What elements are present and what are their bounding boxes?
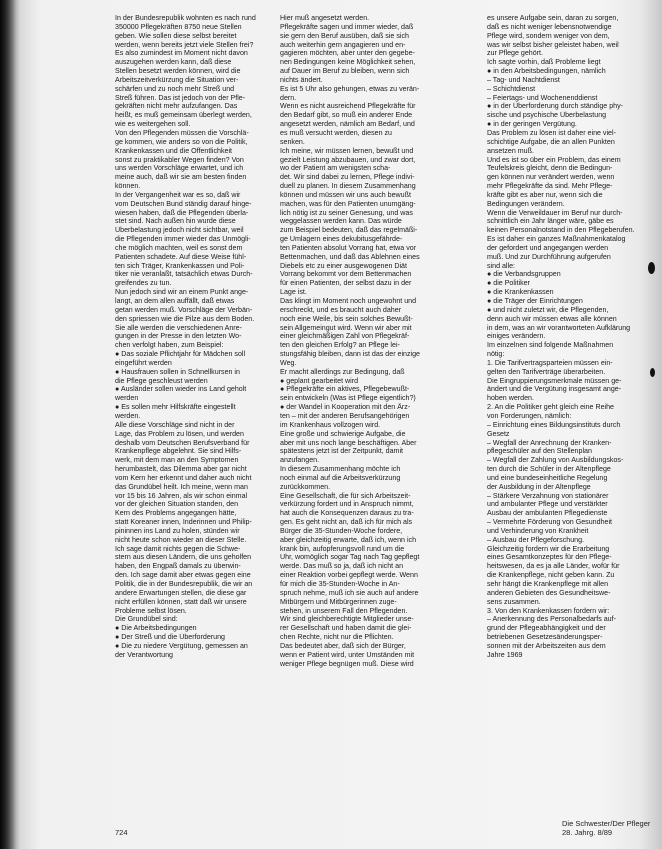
text-line: Weg. [280, 358, 297, 367]
text-line: sehr hängt die Krankenpflege mit allen [487, 580, 609, 588]
text-line: im Krankenhaus vollzogen wird. [280, 420, 381, 429]
text-line: sische und psychische Überbelastung [487, 111, 607, 120]
text-column-left [115, 14, 263, 846]
text-line: Krankenpflege abgelehnt. Sie sind Hilfs- [115, 447, 242, 456]
text-line: ● Hausfrauen sollen in Schnellkursen in [115, 367, 240, 376]
text-line: weggelassen werden kann. Das würde [280, 217, 402, 226]
text-line: weniger Pflege begnügen muß. Diese wird [280, 659, 414, 668]
text-line: und eine bundeseinheitliche Regelung [487, 473, 608, 482]
text-line: Überbelastung jedoch nicht sichtbar, weil [115, 226, 244, 235]
text-line: Arbeitszeitverkürzung die Situation ver- [115, 75, 239, 84]
text-line: sens zusammen. [487, 597, 541, 606]
text-line: hoben werden. [487, 394, 534, 403]
text-line: wie es weitergehen soll. [115, 120, 191, 129]
text-line: ten den gleichen Erfolg? an Pflege lei- [280, 341, 400, 350]
book-gutter-shadow [0, 0, 16, 849]
text-line: den Bedarf gibt, so muß ein anderer Ende [280, 111, 413, 120]
text-line: gen können nur verändert werden, wenn [487, 173, 615, 182]
text-line: der gefordert und angegangen werden [487, 243, 609, 252]
text-line: duell zu planen. In diesem Zusammenhang [280, 182, 416, 191]
text-line: nen Bedingungen keine Möglichkeit sehen, [280, 58, 416, 67]
text-line: Und es ist so über ein Problem, das einem [487, 155, 621, 164]
text-line: gelten den Tarifverträge überarbeiten. [487, 367, 606, 376]
text-line: ● Pflegekräfte ein aktives, Pflegebewußt- [280, 385, 410, 394]
text-line: Gesetz [487, 429, 510, 438]
text-line: ● geplant gearbeitet wird [280, 376, 359, 385]
text-line: Diebels etc zu einer ausgewogenen Diät [280, 261, 407, 270]
text-line: ● der Wandel in Kooperation mit den Ärz- [280, 403, 411, 412]
text-line: ten Patienten absolut Vorrang hat, etwa vor [280, 243, 417, 252]
text-line: ● die Politiker [487, 279, 530, 288]
text-line: – Feiertags- und Wochenenddienst [487, 93, 598, 102]
text-line: ● in der geringen Vergütung. [487, 120, 577, 129]
text-column-middle [280, 14, 471, 819]
text-line: nötig: [487, 350, 505, 359]
text-line: In der Vergangenheit war es so, daß wir [115, 190, 241, 199]
text-line: einiges verändern. [487, 332, 546, 341]
text-line: Pflege wird, sondern weniger von dem, [487, 31, 610, 40]
text-line: den. Ich sage damit aber etwas gegen eine [115, 571, 251, 580]
text-line: ten durch die Schüler in der Altenpflege [487, 465, 611, 474]
text-line: nichts ändert. [280, 75, 323, 84]
text-line: wiesen haben, daß die Pflegenden überla- [115, 208, 249, 217]
text-line: Von den Pflegenden müssen die Vorschlä- [115, 128, 249, 137]
text-line: Gleichzeitig fordern wir die Erarbeitung [487, 544, 610, 553]
text-line: – Vermehrte Förderung von Gesundheit [487, 518, 613, 527]
text-line: Wenn die Verweildauer im Beruf nur durch- [487, 208, 623, 217]
text-line: ge Umlagern eines dekubitusgefährde- [280, 235, 403, 244]
text-line: schichtige Aufgabe, die an allen Punkten [487, 137, 615, 146]
text-line: gekräften nicht mehr aufzufangen. Das [115, 102, 238, 111]
text-line: anderen Gebieten des Gesundheitswe- [487, 588, 611, 597]
text-line: nicht erfüllen können, statt daß wir unsere [115, 597, 247, 606]
text-line: pininnen ins Land zu holen, stünden wir [115, 526, 240, 535]
text-line: werden, wenn bereits jetzt viele Stellen frei? [115, 40, 254, 49]
text-line: – Wegfall der Anrechnung der Kranken- [487, 438, 612, 447]
text-line: stehen, in unserem Fall den Pflegenden. [280, 606, 408, 615]
ink-speck [648, 262, 655, 274]
text-line: mehr Pflegekräfte da sind. Mehr Pflege- [487, 182, 613, 191]
text-line: Eine Gesellschaft, die für sich Arbeitszeit- [280, 491, 411, 500]
text-line: schärfen und zu noch mehr Streß und [115, 84, 235, 93]
text-line: gezielt Leistung abzubauen, und zwar dort, [280, 155, 416, 164]
text-line: ● die Träger der Einrichtungen [487, 297, 583, 305]
text-line: Bedingungen verändern. [487, 199, 565, 208]
text-line: herumbastelt, das Dilemma aber gar nicht [115, 465, 247, 474]
text-line: Ich meine, wir müssen lernen, bewußt und [280, 146, 414, 155]
text-line: zurückkommen. [280, 482, 331, 491]
text-line: einer Reaktion vorbei gepflegt werde. Wenn [280, 571, 418, 580]
text-line: Probleme selbst lösen. [115, 606, 187, 615]
text-line: Wir sind gleichberechtigte Mitglieder unse- [280, 615, 414, 624]
text-line: gungen in der Presse in den letzten Wo- [115, 332, 242, 341]
text-line: ● Das soziale Pflichtjahr für Mädchen soll [115, 350, 246, 359]
text-line: Streß führen. Das ist jedoch von der Pfle- [115, 93, 246, 102]
text-line: eines Gesamtkonzeptes für den Pflege- [487, 553, 612, 562]
ink-speck [650, 368, 655, 377]
text-line: Krankenkassen und die Öffentlichkeit [115, 146, 232, 155]
text-line: Bettenmachen, und daß das Ablehnen eines [280, 252, 420, 261]
text-line: gagieren möchten, aber unter den gegebe- [280, 49, 415, 58]
text-line: auf Dauer im Beruf zu bleiben, wenn sich [280, 67, 410, 76]
text-line: sein entwickeln (Was ist Pflege eigentlich?) [280, 394, 416, 403]
text-line: Ich sagte vorhin, daß Probleme liegt [487, 58, 601, 67]
running-footer: Die Schwester/Der Pfleger 28. Jahrg. 8/89 [562, 819, 651, 837]
text-line: vor 15 bis 16 Jahren, als wir schon einmal [115, 491, 248, 500]
text-line: betriebenen Gesetzesänderungsper- [487, 633, 603, 642]
text-line: zum Beispiel bedeuten, daß das regelmäßi- [280, 226, 418, 235]
text-line: schnittlich ein Jahr länger wäre, gäbe es [487, 217, 614, 226]
text-line: Wenn es nicht ausreichend Pflegekräfte für [280, 102, 416, 111]
text-line: auszugehen werden kann, daß diese [115, 58, 232, 67]
text-line: stern aus diesen Ländern, die uns geholfen [115, 553, 252, 562]
text-line: Sie alle werden die verschiedenen Anre- [115, 323, 242, 332]
text-line: Das Problem zu lösen ist daher eine viel- [487, 128, 616, 137]
text-line: ändert und die Vergütung insgesamt ange- [487, 385, 622, 394]
text-line: krank bin, aufopferungsvoll rund um die [280, 544, 405, 553]
text-line: ansetzen muß. [487, 146, 534, 155]
text-line: Patienten schadete. Auf diese Weise fühl- [115, 252, 247, 261]
text-line: wenn er Patient wird, unter Umständen mit [280, 650, 415, 659]
text-line: noch eine Weile, bis sein solches Bewußt- [280, 314, 413, 323]
text-line: sind alle: [487, 261, 515, 270]
text-line: der Verantwortung [115, 650, 173, 659]
text-line: Er macht allerdings zur Bedingung, daß [280, 367, 405, 376]
page-number: 724 [115, 828, 128, 837]
text-line: werden. [115, 411, 141, 420]
text-line: den spriessen wie die Pilze aus dem Boden. [115, 314, 255, 323]
text-line: spätestens jetzt ist der Zeitpunkt, damit [280, 447, 404, 456]
text-line: daß es nicht weniger lebensnotwendige [487, 22, 612, 31]
text-line: verkürzung fordert und in Anspruch nimmt, [280, 500, 414, 509]
text-line: sie gern den Beruf ausüben, daß sie sich [280, 31, 409, 40]
text-line: werde. Das muß so ja, daß ich nicht an [280, 562, 404, 571]
text-line: chen Rechte, nicht nur die Pflichten. [280, 633, 394, 642]
text-line: sein Allgemeingut wird. Wenn wir aber mit [280, 323, 412, 332]
text-line: zur Pflege gehört. [487, 49, 543, 58]
text-line: Das bedeutet aber, daß sich der Bürger, [280, 641, 406, 650]
text-line: hat auch die Konsequenzen daraus zu tra- [280, 509, 414, 518]
text-line: und Verhinderung von Krankheit [487, 526, 589, 535]
text-line: heißt, es muß gemeinsam überlegt werden, [115, 111, 252, 120]
text-line: heitswesen, da es ja alle Länder, wofür für [487, 562, 620, 571]
text-line: Stellen besetzt werden können, wird die [115, 67, 241, 76]
text-line: sonnen mit der Arbeitszeiten aus dem [487, 641, 606, 650]
text-line: senken. [280, 137, 305, 146]
text-line: Teufelskreis gleicht, denn die Bedingun- [487, 164, 613, 173]
text-line: keinen Personalnotstand in den Pflegeberufen. [487, 226, 635, 235]
text-line: – Wegfall der Zahlung von Ausbildungskos- [487, 456, 624, 465]
text-line: meine auch, daß wir sie am besten finden [115, 173, 247, 182]
text-line: In der Bundesrepublik wohnten es nach rund [115, 14, 256, 22]
text-line: – Stärkere Verzahnung von stationärer [487, 491, 609, 500]
text-line: ● Die Arbeitsbedingungen [115, 624, 197, 633]
text-line: Im einzelnen sind folgende Maßnahmen [487, 341, 614, 350]
text-line: aber mit uns noch lange beschäftigen. Aber [280, 438, 417, 447]
text-line: – Schichtdienst [487, 84, 536, 93]
text-column-right [487, 14, 653, 824]
text-line: spruch nehme, muß ich sie auch auf andere [280, 588, 419, 597]
text-line: Die Grundübel sind: [115, 615, 178, 624]
text-line: machen, was für den Patienten unumgäng- [280, 199, 416, 208]
text-line: ● und nicht zuletzt wir, die Pflegenden, [487, 305, 609, 314]
text-line: was wir selbst bisher geleistet haben, weil [487, 40, 619, 49]
text-line: grund der Pflegeabhängigkeit und der [487, 624, 606, 633]
text-line: deshalb vom Deutschen Berufsverband für [115, 438, 250, 447]
text-line: ● Die zu niedere Vergütung, gemessen an [115, 641, 248, 650]
text-line: rer Gesellschaft und haben damit die glei- [280, 624, 412, 633]
text-line: langt, an dem allen auffällt, daß etwas [115, 297, 235, 305]
text-line: Nun jedoch sind wir an einem Punkt ange- [115, 288, 249, 297]
text-line: – Tag- und Nachtdienst [487, 75, 560, 84]
text-line: stet sind. Nach außen hin wurde diese [115, 217, 236, 226]
text-line: Lage ist. [280, 288, 307, 297]
text-line: für mich die 35-Stunden-Woche in An- [280, 580, 400, 588]
text-line: Es also zumindest im Moment nicht davon [115, 49, 248, 58]
text-line: Jahre 1969 [487, 650, 523, 659]
text-line: tiker nie veranlaßt, tatsächlich etwas Durch- [115, 270, 253, 279]
text-line: det. Wir sind dabei zu lernen, Pflege indivi- [280, 173, 415, 182]
text-line: muß. Und zur Durchführung aufgerufen [487, 252, 611, 261]
text-line: Pflegekräfte sagen und immer wieder, daß [280, 22, 414, 31]
text-line: che möglich machten, weil es sonst dem [115, 243, 243, 252]
text-line: stungsfähig bleiben, dann ist das der einzige [280, 350, 421, 359]
text-line: aber gleichzeitig erwarte, daß ich, wenn ich [280, 535, 417, 544]
text-line: werden [115, 394, 139, 403]
text-line: Bürger die 35-Stunden-Woche fordere, [280, 526, 403, 535]
text-line: In diesem Zusammenhang möchte ich [280, 465, 401, 474]
text-line: werk, mit dem man an den Symptomen [115, 456, 239, 465]
text-line: ten sich Träger, Krankenkassen und Poli- [115, 261, 245, 270]
text-line: nicht heute schon wieder an dieser Stelle. [115, 535, 247, 544]
text-line: vom Kern her erkennt und daher auch nicht [115, 473, 252, 482]
text-line: wo der Patient am wenigsten scha- [280, 164, 391, 173]
text-line: getan werden muß. Vorschläge der Verbän- [115, 305, 253, 314]
text-line: die Krankenpflege, nicht geben kann. Zu [487, 571, 615, 580]
text-line: können. [115, 182, 141, 191]
text-line: Die Eingruppierungsmerkmale müssen ge- [487, 376, 622, 385]
text-line: statt Koreaner innen, Inderinnen und Philip- [115, 518, 252, 527]
text-line: chen verfolgt haben, zum Beispiel: [115, 341, 224, 350]
text-line: noch einmal auf die Arbeitsverkürzung [280, 473, 401, 482]
text-line: geben. Wie sollen diese selbst bereitet [115, 31, 237, 40]
text-line: pflegeschüler auf den Stellenplan [487, 447, 592, 456]
text-line: für einen Patienten, der selbst dazu in der [280, 279, 412, 288]
text-line: auch weiterhin gern angagieren und en- [280, 40, 406, 49]
text-line: Lage, das Problem zu lösen, und werden [115, 429, 244, 438]
text-line: Politik, die in der Bundesrepublik, die wir an [115, 580, 253, 588]
text-line: – Einrichtung eines Bildungsinstituts durch [487, 420, 621, 429]
text-line: greifendes zu tun. [115, 279, 172, 288]
text-line: ten – mit der anderen Berufsangehörigen [280, 411, 410, 420]
text-line: in dem, was an wir vorantworteten Aufklärung [487, 323, 631, 332]
text-line: ● die Krankenkassen [487, 288, 554, 297]
text-line: die Pflegenden immer wieder das Unmögli- [115, 235, 251, 244]
text-line: Kern des Problems angegangen hätte, [115, 509, 237, 518]
text-line: ● in der Überforderung durch ständige phy- [487, 102, 623, 111]
text-line: ● in den Arbeitsbedingungen, nämlich [487, 67, 606, 76]
text-line: Eine große und schwierige Aufgabe, die [280, 429, 406, 438]
text-line: der Ausbildung in der Altenpflege [487, 482, 591, 491]
text-line: eingeführt werden [115, 358, 172, 367]
text-line: 3. Von den Krankenkassen fordern wir: [487, 606, 610, 615]
text-line: Es ist daher ein ganzes Maßnahmenkatalog [487, 235, 626, 244]
text-line: vor der gleichen Situation standen, den [115, 500, 239, 509]
text-line: sonst zu praktikabler Wegen finden? Von [115, 155, 244, 164]
text-line: ● Der Streß und die Überforderung [115, 633, 225, 642]
text-line: erschreckt, und es braucht auch daher [280, 305, 402, 314]
text-line: Ausbau der ambulanten Pflegedienste [487, 509, 608, 518]
text-line: ● Es sollen mehr Hilfskräfte eingestellt [115, 403, 236, 412]
text-line: 350000 Pflegekräften 8750 neue Stellen [115, 22, 242, 31]
text-line: ● Ausländer sollen wieder ins Land geholt [115, 385, 247, 394]
text-line: Mitbürgern und Mitbürgerinnen zuge- [280, 597, 397, 606]
text-line: ge kommen, wie anders so von die Politik, [115, 137, 248, 146]
text-line: angesetzt werden, nämlich am Bedarf, und [280, 120, 415, 129]
text-line: lich nötig ist zu seiner Genesung, und was [280, 208, 413, 217]
text-line: es unsere Aufgabe sein, daran zu sorgen, [487, 14, 619, 22]
text-line: dern. [280, 93, 297, 102]
text-line: andere Erwartungen stellen, die diese gar [115, 588, 247, 597]
text-line: uns werden Vorschläge erwartet, und ich [115, 164, 244, 173]
text-line: Alle diese Vorschläge sind nicht in der [115, 420, 235, 429]
text-line: – Anerkennung des Personalbedarfs auf- [487, 615, 616, 624]
text-line: Uhr, womöglich sogar Tag nach Tag gepflegt [280, 553, 420, 562]
text-line: haben, den Engpaß damals zu überwin- [115, 562, 241, 571]
text-line: vom Deutschen Bund ständig darauf hinge- [115, 199, 252, 208]
text-line: Es ist 5 Uhr also gehungen, etwas zu verän- [280, 84, 420, 93]
text-line: Das klingt im Moment noch ungewohnt und [280, 297, 417, 305]
text-line: 1. Die Tarifvertragsparteien müssen ein- [487, 358, 613, 367]
text-line: kräfte gibt es aber nur, wenn sich die [487, 190, 603, 199]
text-line: das Grundübel heilt. Ich meine, wenn man [115, 482, 248, 491]
text-line: und ambulanter Pflege und verstärkter [487, 500, 608, 509]
text-line: 2. An die Politiker geht gleich eine Reihe [487, 403, 614, 412]
text-line: Hier muß angesetzt werden. [280, 14, 370, 22]
text-line: ● die Verbandsgruppen [487, 270, 561, 279]
text-line: können und müssen wir uns auch bewußt [280, 190, 411, 199]
text-line: die Pflege geschleust werden [115, 376, 208, 385]
text-line: gen. Es geht nicht an, daß ich für mich als [280, 518, 413, 527]
text-line: anzufangen. [280, 456, 320, 465]
text-line: Vorrang bekommt vor dem Bettenmachen [280, 270, 412, 279]
text-line: denn auch wir müssen etwas alle können [487, 314, 617, 323]
text-line: von Forderungen, nämlich: [487, 411, 572, 420]
text-line: – Ausbau der Pflegeforschung. [487, 535, 585, 544]
text-line: Ich sage damit nichts gegen die Schwe- [115, 544, 241, 553]
text-line: es muß versucht werden, diesen zu [280, 128, 392, 137]
text-line: einer gleichmäßigen Zahl von Pflegekräf- [280, 332, 410, 341]
